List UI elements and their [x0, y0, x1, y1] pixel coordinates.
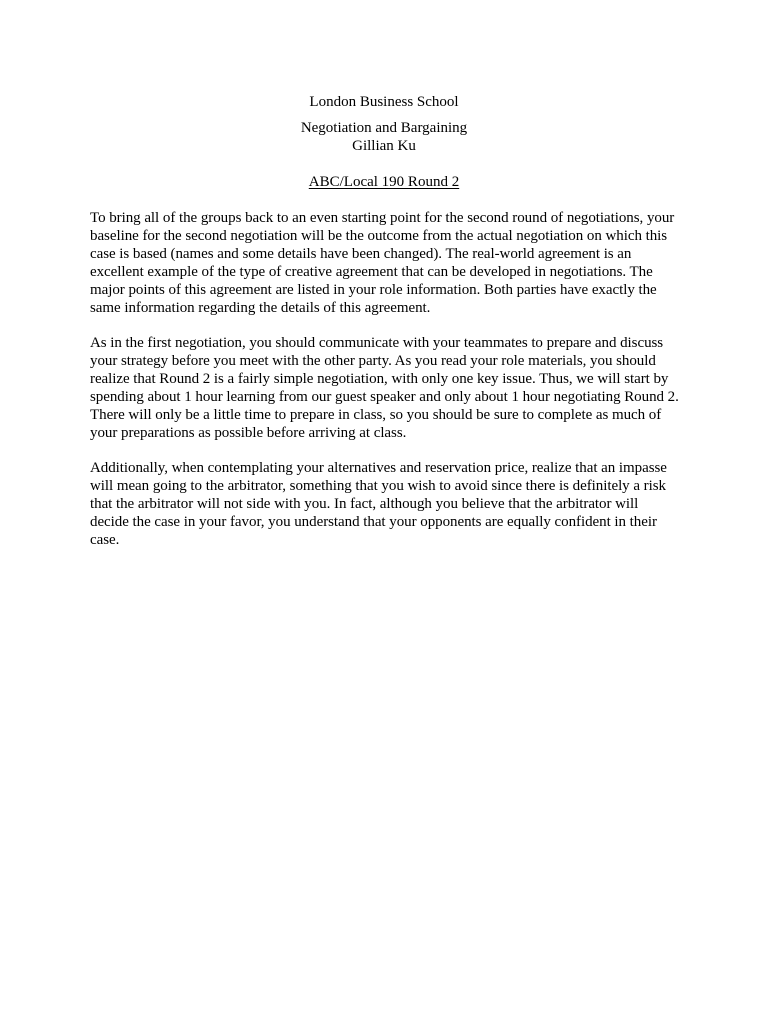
case-title-text: ABC/Local 190 Round 2 — [308, 174, 460, 190]
paragraph-1: To bring all of the groups back to an even starting point for the second round of negotiations, your baseline for the second negotiation will be the outcome from the actual negotiation on which this case is based (names and some details have been changed). The real-world agreement is an excellent example of the type of creative agreement that can be developed in negotiations. The major points of this agreement are listed in your role information. Both parties have exactly the same information regarding the details of this agreement. — [90, 210, 675, 316]
document-body — [90, 209, 680, 566]
paragraph-2: As in the first negotiation, you should communicate with your teammates to prepare and discuss your strategy before you meet with the other party. As you read your role materials, you should realize that Round 2 is a fairly simple negotiation, with only one key issue. Thus, we will start by spending about 1 hour learning from our guest speaker and only about 1 hour negotiating Round 2. There will only be a little time to prepare in class, so you should be sure to complete as much of your preparations as possible before arriving at class. — [90, 335, 679, 441]
instructor-name: Gillian Ku — [352, 138, 416, 154]
paragraph-3: Additionally, when contemplating your alternatives and reservation price, realize that an impasse will mean going to the arbitrator, something that you wish to avoid since there is definitely a risk that the arbitrator will not side with you. In fact, although you believe that the arbitrator will decide the case in your favor, you understand that your opponents are equally confident in their case. — [90, 460, 667, 548]
case-title — [90, 173, 678, 191]
school-name: London Business School — [309, 94, 459, 110]
course-name: Negotiation and Bargaining — [300, 120, 468, 136]
